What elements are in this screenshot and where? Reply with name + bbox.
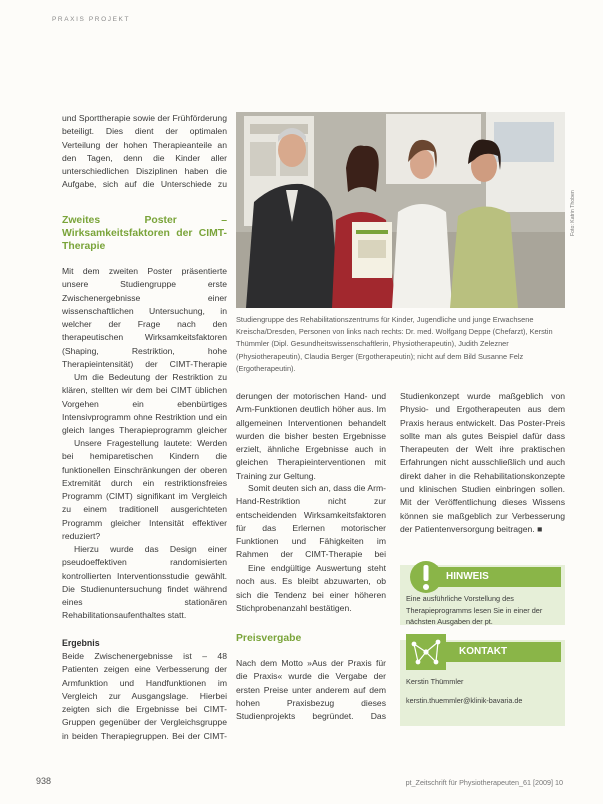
paragraph: Somit deuten sich an, dass die Arm-Hand-Restriktion nicht zur entscheidenden Wirksamkeitsfaktoren für das Erlernen motorischer Funktionen und Fähigkeiten im Rahmen der CIMT-Therapie bei [236, 483, 386, 560]
paragraph: Hierzu wurde das Design einer pseudoeffektiven randomisierten kontrollierten Interventionsstudie gewählt. Die Studienuntersuchung findet während eines stationären Rehabilitationsaufenthaltes statt. [62, 544, 227, 621]
hinweis-title: HINWEIS [433, 567, 561, 587]
page-number: 938 [36, 776, 52, 786]
paragraph: Um die Bedeutung der Restriktion zu klären, stellten wir dem bei CIMT üblichen Vorgehen ein ebenbürtiges Intensivprogramm ohne Restriktion und ein gleich langes Therapieprogramm gleicher [62, 372, 227, 436]
kontakt-title: KONTAKT [446, 642, 561, 662]
paragraph: Nach dem Motto »Aus der Praxis für die Praxis« wurde die Vergabe der ersten Preise unter anderem auf dem hohen Praxisbezug dieses Studienprojekts begründet. Das [236, 658, 386, 722]
paragraph: Eine endgültige Auswertung steht noch aus. Es bleibt abzuwarten, ob sich die Tendenz bei einer höheren Stichprobenanzahl bestätigen. [236, 563, 386, 613]
kontakt-email[interactable]: kerstin.thuemmler@klinik-bavaria.de [406, 696, 523, 705]
photo-credit: Foto: Katrin Thoben [570, 190, 576, 236]
running-head: PRAXIS PROJEKT [52, 16, 131, 23]
subheading-ergebnis: Ergebnis [62, 638, 100, 648]
hinweis-text: Eine ausführliche Vorstellung des Therapieprogramms lesen Sie in einer der nächsten Ausgaben der pt. [406, 594, 543, 626]
section-heading-preisvergabe: Preisvergabe [236, 633, 302, 644]
hinweis-box [400, 565, 565, 625]
article-column-2 [236, 390, 386, 723]
group-photo [236, 112, 565, 308]
paragraph: Studienkonzept wurde maßgeblich von Physio- und Ergotherapeuten aus dem Praxis heraus entwickelt. Das Poster-Preis sollte man als gutes Beispiel dafür dass Therapeuten der Welt ihre praktischen Erfahrungen nicht ausschließlich und auch direkt daher in die Rehabilitationskonzepte und klinischen Studien einbringen sollen. Mit der Veröffentlichung dieses Wissens können sie maßgeblich zur Verbesserung der Patientenversorgung beitragen. ■ [400, 391, 565, 534]
contact-network-icon [406, 634, 446, 670]
paragraph: Mit dem zweiten Poster präsentierte unsere Studiengruppe erste Zwischenergebnisse einer wissenschaftlichen Untersuchung, in welcher der Frage nach den therapeutischen Wirksamkeitsfaktoren (Shaping, Restriktion, hohe Therapieintensität) der CIMT-Therapie [62, 266, 227, 370]
magazine-footer: pt_Zeitschrift für Physiotherapeuten_61 [2009] 10 [405, 778, 563, 787]
paragraph: Unsere Fragestellung lautete: Werden bei hemiparetischen Kindern die funktionellen Einschränkungen der oberen Extremität durch ein restriktionsfreies Programm (CIMT) signifikant im Vergleich zu einem traditionell ausgerichteten Programm gleicher Intensität effektiver reduziert? [62, 438, 227, 542]
kontakt-box [400, 640, 565, 726]
article-column-1 [62, 112, 227, 742]
photo-caption: Studiengruppe des Rehabilitationszentrums für Kinder, Jugendliche und junge Erwachsene Kreischa/Dresden, Personen von links nach rechts: Dr. med. Wolfgang Deppe (Chefarzt), Kerstin Thümmler (Dipl. Gesundheitswissenschaftlerin, Physiotherapeutin), Judith Zelezner (Physiotherapeutin), Claudia Berger (Ergotherapeutin); nicht auf dem Bild Susanne Felz (Ergotherapeutin). [236, 315, 553, 373]
paragraph: und Sporttherapie sowie der Frühförderung beteiligt. Dies dient der optimalen Verteilung der hohen Therapieanteile an den Tagen, denn die Kinder aller unterschiedlichen Disziplinen haben die Aufgabe, sich auf die Unterschiede zu [62, 113, 227, 190]
article-column-3 [400, 390, 565, 552]
kontakt-name: Kerstin Thümmler [406, 677, 464, 686]
section-heading-poster: Zweites Poster – Wirksamkeitsfaktoren der CIMT-Therapie [62, 215, 227, 252]
paragraph: derungen der motorischen Hand- und Arm-Funktionen deutlich höher aus. Im allgemeinen Interventionen behandelt wurden die bisher besten Ergebnisse erzielt, ähnliche Ergebnisse auch in gleichen Therapieinterventionen mit Training zur Geltung. [236, 391, 386, 481]
paragraph: Beide Zwischenergebnisse ist – 48 Patienten zeigen eine Verbesserung der Armfunktion und Handfunktionen im Vergleich zur Ausgangslage. Hierbei zeigten sich die Ergebnisse bei CIMT-Gruppen gegenüber der Vergleichsgruppe in beiden Therapiegruppen. Bei der CIMT- [62, 651, 227, 741]
photo-illustration [236, 112, 565, 308]
